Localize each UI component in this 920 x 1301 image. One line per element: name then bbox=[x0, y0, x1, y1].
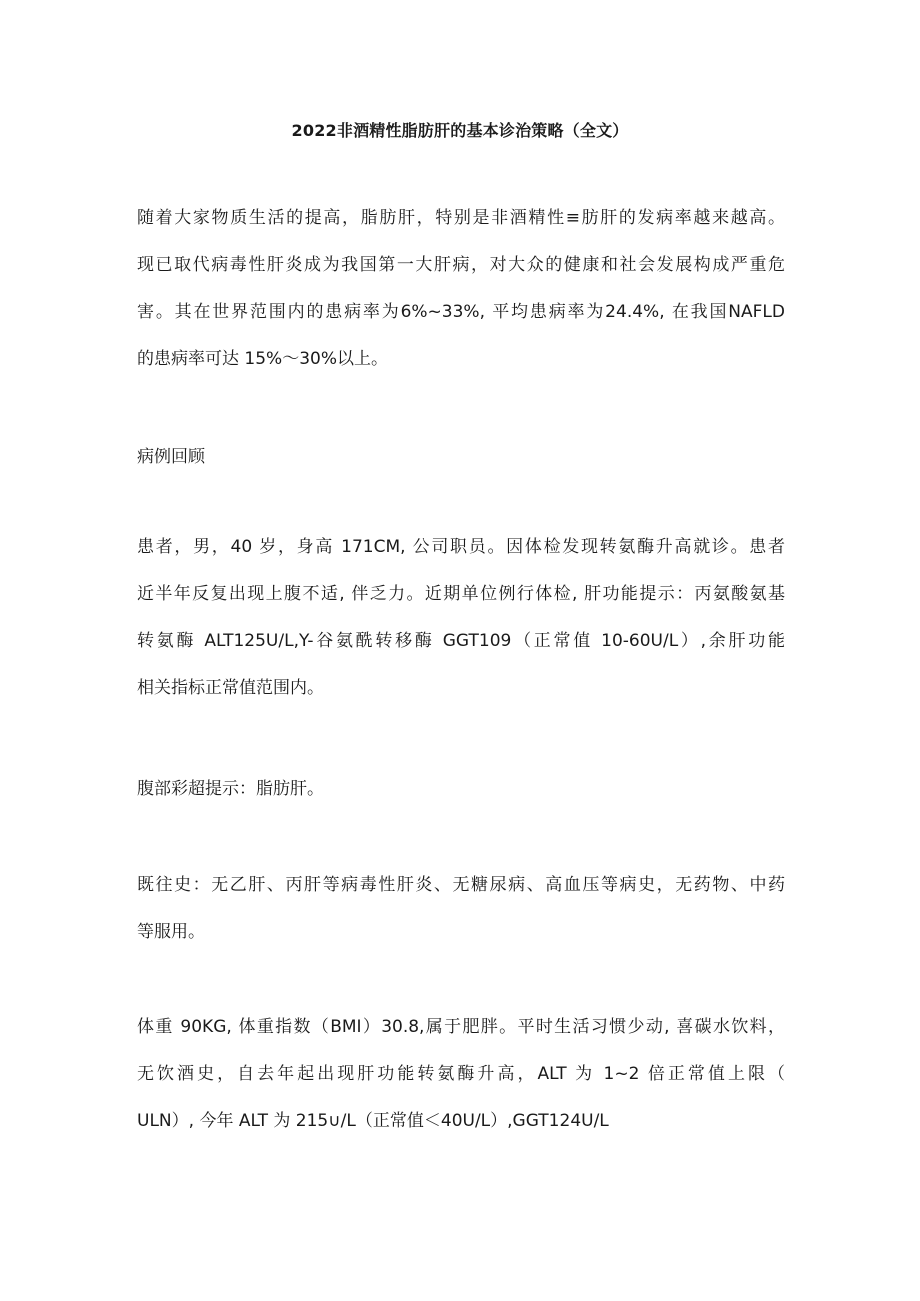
paragraph-line: 等服用。 bbox=[137, 922, 205, 942]
paragraph-line: ULN）, 今年 ALT 为 215∪/L（正常值＜40U/L）,GGT124U/L bbox=[137, 1111, 609, 1131]
document-title: 2022非酒精性脂肪肝的基本诊治策略（全文） bbox=[291, 121, 629, 140]
paragraph-weight bbox=[137, 1004, 785, 1145]
paragraph-line: 患者，男，40 岁，身高 171CM, 公司职员。因体检发现转氨酶升高就诊。患者 bbox=[137, 537, 785, 557]
section-heading: 病例回顾 bbox=[137, 447, 205, 467]
paragraph-line: 的患病率可达 15%～30%以上。 bbox=[137, 349, 388, 369]
section-heading-case-review bbox=[137, 434, 785, 481]
paragraph-line: 随着大家物质生活的提高，脂肪肝，特别是非酒精性≡肪肝的发病率越来越高。 bbox=[137, 208, 785, 228]
paragraph-line: 腹部彩超提示：脂肪肝。 bbox=[137, 779, 324, 799]
paragraph-line: 既往史：无乙肝、丙肝等病毒性肝炎、无糖尿病、高血压等病史，无药物、中药 bbox=[137, 875, 785, 895]
paragraph-line: 近半年反复出现上腹不适, 伴乏力。近期单位例行体检, 肝功能提示：丙氨酸氨基 bbox=[137, 584, 785, 604]
paragraph-line: 害。其在世界范围内的患病率为6%~33%, 平均患病率为24.4%, 在我国NAFLD bbox=[137, 302, 785, 322]
paragraph-ultrasound bbox=[137, 766, 785, 813]
paragraph-intro bbox=[137, 195, 785, 383]
paragraph-line: 现已取代病毒性肝炎成为我国第一大肝病，对大众的健康和社会发展构成严重危 bbox=[137, 255, 785, 275]
paragraph-history bbox=[137, 862, 785, 956]
paragraph-line: 体重 90KG, 体重指数（BMI）30.8,属于肥胖。平时生活习惯少动, 喜碳水饮料， bbox=[137, 1017, 785, 1037]
paragraph-line: 转氨酶 ALT125U/L,Y-谷氨酰转移酶 GGT109（正常值 10-60U/L）,余肝功能 bbox=[137, 631, 785, 651]
paragraph-line: 相关指标正常值范围内。 bbox=[137, 678, 324, 698]
paragraph-line: 无饮酒史，自去年起出现肝功能转氨酶升高，ALT 为 1~2 倍正常值上限（ bbox=[137, 1064, 785, 1084]
paragraph-patient bbox=[137, 524, 785, 712]
